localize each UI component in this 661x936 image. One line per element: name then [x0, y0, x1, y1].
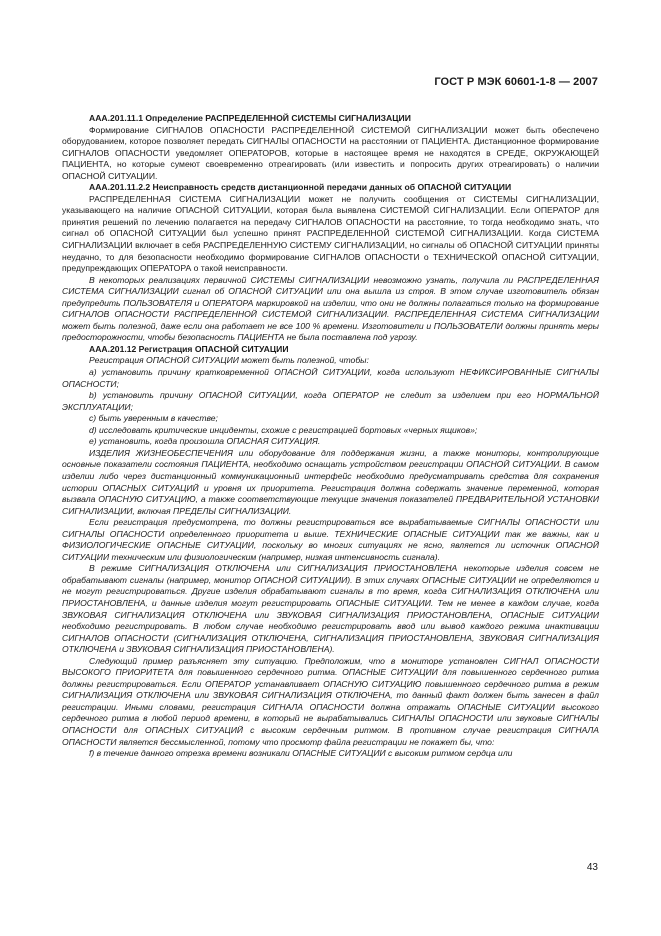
list-item: e) установить, когда произошла ОПАСНАЯ СИТУАЦИЯ.	[89, 436, 321, 447]
list-item: a) установить причину кратковременной ОПАСНОЙ СИТУАЦИИ, когда используют НЕФИКСИРОВАННЫЕ СИГНАЛЫ ОПАСНОСТИ;	[62, 367, 599, 389]
paragraph: В режиме СИГНАЛИЗАЦИЯ ОТКЛЮЧЕНА или СИГНАЛИЗАЦИЯ ПРИОСТАНОВЛЕНА некоторые изделия совсем не обрабатывают сигналы (например, монитор ОПАСНОЙ СИТУАЦИИ). В этих случаях ОПАСНЫЕ СИТУАЦИИ не определяются и не могут регистрироваться. Другие изделия обрабатывают сигналы в то время, когда СИГНАЛИЗАЦИЯ ОТКЛЮЧЕНА или ПРИОСТАНОВЛЕНА, и данные изделия могут регистрировать ОПАСНЫЕ СИТУАЦИИ. Тем не менее в каждом случае, когда ЗВУКОВАЯ СИГНАЛИЗАЦИЯ ОТКЛЮЧЕНА или ЗВУКОВАЯ СИГНАЛИЗАЦИЯ ПРИОСТАНОВЛЕНА, ОПАСНЫЕ СИТУАЦИИ необходимо регистрировать. В любом случае необходимо регистрировать ввод или вывод каждого режима инактивации СИГНАЛОВ ОПАСНОСТИ (СИГНАЛИЗАЦИЯ ОТКЛЮЧЕНА, СИГНАЛИЗАЦИЯ ПРИОСТАНОВЛЕНА, ЗВУКОВАЯ СИГНАЛИЗАЦИЯ ОТКЛЮЧЕНА и ЗВУКОВАЯ СИГНАЛИЗАЦИЯ ПРИОСТАНОВЛЕНА).	[62, 563, 599, 655]
list-item: b) установить причину ОПАСНОЙ СИТУАЦИИ, когда ОПЕРАТОР не следит за изделием при его НОРМАЛЬНОЙ ЭКСПЛУАТАЦИИ;	[62, 390, 599, 412]
paragraph: Следующий пример разъясняет эту ситуацию. Предположим, что в мониторе установлен СИГНАЛ ОПАСНОСТИ ВЫСОКОГО ПРИОРИТЕТА для повышенного сердечного ритма. ОПАСНЫЕ СИТУАЦИИ для повышенного сердечного ритма должны регистрироваться. Если ОПЕРАТОР устанавливает ОПАСНУЮ СИТУАЦИЮ повышенного сердечного ритма в режим СИГНАЛИЗАЦИЯ ОТКЛЮЧЕНА или ЗВУКОВАЯ СИГНАЛИЗАЦИЯ ОТКЛЮЧЕНА, то данный факт должен быть занесен в файл регистрации. Иными словами, регистрация СИГНАЛА ОПАСНОСТИ должна отражать ОПАСНЫЕ СИТУАЦИИ высокого сердечного ритма в любой период времени, в который не вырабатывались СИГНАЛЫ ОПАСНОСТИ или звуковые СИГНАЛЫ ОПАСНОСТИ для ОПАСНЫХ СИТУАЦИЙ с высоким сердечным ритмом. В противном случае регистрация СИГНАЛА ОПАСНОСТИ является бессмысленной, потому что просмотр файла регистрации не покажет бы, что:	[62, 655, 599, 747]
section-heading: ААА.201.11.2.2 Неисправность средств дистанционной передачи данных об ОПАСНОЙ СИТУАЦИИ	[89, 182, 512, 193]
paragraph: РАСПРЕДЕЛЕННАЯ СИСТЕМА СИГНАЛИЗАЦИИ может не получить сообщения от СИСТЕМЫ СИГНАЛИЗАЦИИ, указывающего на наличие ОПАСНОЙ СИТУАЦИИ, которая была выявлена СИСТЕМОЙ СИГНАЛИЗАЦИИ. Если ОПЕРАТОР для принятия решений по лечению полагается на передачу СИГНАЛОВ ОПАСНОСТИ на расстояние, то тогда необходимо знать, что сигнал об ОПАСНОЙ СИТУАЦИИ был успешно принят РАСПРЕДЕЛЕННОЙ СИСТЕМОЙ СИГНАЛИЗАЦИИ. Когда СИСТЕМА СИГНАЛИЗАЦИИ включает в себя РАСПРЕДЕЛЕННУЮ СИСТЕМУ СИГНАЛИЗАЦИИ, но сигналы об ОПАСНОЙ СИТУАЦИИ приняты неудачно, то для безопасности необходимо формирование СИГНАЛОВ ОПАСНОСТИ о ТЕХНИЧЕСКОЙ ОПАСНОЙ СИТУАЦИИ, предупреждающих ОПЕРАТОРА о такой неисправности.	[62, 193, 599, 274]
paragraph: Формирование СИГНАЛОВ ОПАСНОСТИ РАСПРЕДЕЛЕННОЙ СИСТЕМОЙ СИГНАЛИЗАЦИИ может быть обеспечено оборудованием, которое позволяет передать СИГНАЛЫ ОПАСНОСТИ на расстоянии от ПАЦИЕНТА. Дистанционное формирование СИГНАЛОВ ОПАСНОСТИ уведомляет ОПЕРАТОРОВ, которые в настоящее время не находятся в СРЕДЕ, ОКРУЖАЮЩЕЙ ПАЦИЕНТА, но которые сумеют своевременно отреагировать (или известить и попросить других отреагировать) о наличии ОПАСНОЙ СИТУАЦИИ.	[62, 124, 599, 181]
standard-header: ГОСТ Р МЭК 60601-1-8 — 2007	[434, 76, 598, 88]
list-item: d) исследовать критические инциденты, схожие с регистрацией бортовых «черных ящиков»;	[89, 424, 478, 435]
page-number: 43	[586, 862, 598, 873]
paragraph: ИЗДЕЛИЯ ЖИЗНЕОБЕСПЕЧЕНИЯ или оборудование для поддержания жизни, а также мониторы, контролирующие основные показатели состояния ПАЦИЕНТА, необходимо оснащать устройством регистрации ОПАСНОЙ СИТУАЦИИ. В самом изделии либо через дистанционный коммуникационный интерфейс необходимо предусматривать средства для сохранения истории ОПАСНЫХ СИТУАЦИЙ и уровня их приоритета. Регистрация должна содержать значение переменной, которая вызвала ОПАСНУЮ СИТУАЦИЮ, а также соответствующие текущие значения показателей ПРЕДВАРИТЕЛЬНОЙ УСТАНОВКИ СИГНАЛИЗАЦИИ, включая ПРЕДЕЛЫ СИГНАЛИЗАЦИИ.	[62, 447, 599, 516]
paragraph: Если регистрация предусмотрена, то должны регистрироваться все вырабатываемые СИГНАЛЫ ОПАСНОСТИ или СИГНАЛЫ ОПАСНОСТИ определенного приоритета и выше. ТЕХНИЧЕСКИЕ ОПАСНЫЕ СИТУАЦИИ так же важны, как и ФИЗИОЛОГИЧЕСКИЕ ОПАСНЫЕ СИТУАЦИИ, поскольку во многих ситуациях не ясно, является ли источник ОПАСНОЙ СИТУАЦИИ техническим или физиологическим (например, низкая интенсивность сигнала).	[62, 517, 599, 562]
list-item: f) в течение данного отрезка времени возникали ОПАСНЫЕ СИТУАЦИИ с высоким ритмом сердца или	[89, 748, 513, 759]
section-heading: ААА.201.11.1 Определение РАСПРЕДЕЛЕННОЙ СИСТЕМЫ СИГНАЛИЗАЦИИ	[89, 113, 411, 123]
paragraph: В некоторых реализациях первичной СИСТЕМЫ СИГНАЛИЗАЦИИ невозможно узнать, получила ли РАСПРЕДЕЛЕННАЯ СИСТЕМА СИГНАЛИЗАЦИИ сигнал об ОПАСНОЙ СИТУАЦИИ или она вышла из строя. В этом случае изготовитель обязан предупредить ПОЛЬЗОВАТЕЛЯ и ОПЕРАТОРА маркировкой на изделии, что они не должны полагаться только на формирование СИГНАЛОВ ОПАСНОСТИ РАСПРЕДЕЛЕННОЙ СИСТЕМОЙ СИГНАЛИЗАЦИИ. РАСПРЕДЕЛЕННАЯ СИСТЕМА СИГНАЛИЗАЦИИ может быть полезной, даже если она работает не все 100 % времени. Изготовители и ПОЛЬЗОВАТЕЛИ должны принять меры предосторожности, чтобы безопасность ПАЦИЕНТА не была поставлена под угрозу.	[62, 274, 599, 343]
paragraph: Регистрация ОПАСНОЙ СИТУАЦИИ может быть полезной, чтобы:	[89, 355, 369, 366]
document-body	[62, 113, 599, 760]
section-heading: ААА.201.12 Регистрация ОПАСНОЙ СИТУАЦИИ	[89, 343, 289, 354]
list-item: c) быть уверенным в качестве;	[89, 413, 218, 424]
